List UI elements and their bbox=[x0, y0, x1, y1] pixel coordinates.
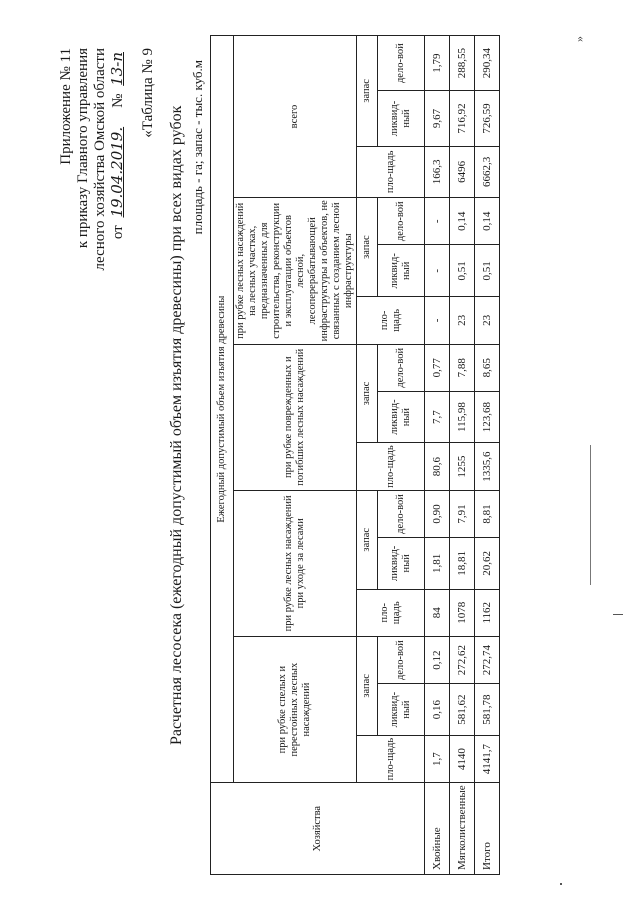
scan-artifact-speck bbox=[613, 614, 623, 615]
cell: 1335,6 bbox=[475, 443, 500, 491]
liquid-header: ликвид-ный bbox=[378, 245, 425, 297]
cell: 1162 bbox=[475, 589, 500, 636]
appendix-header bbox=[58, 48, 127, 270]
table-row-softwood-deciduous bbox=[450, 36, 475, 875]
cell: 8,65 bbox=[475, 344, 500, 391]
cell: 1,81 bbox=[425, 538, 450, 590]
stock-header: запас bbox=[357, 490, 378, 589]
header-line-1: Приложение № 11 bbox=[58, 48, 74, 165]
group-construction-header: при рубке лесных насаждений на лесных участках, предназначенных для строительства, реконструкции и эксплуатации объектов лесной, лесоперерабатывающей инфраструктуры и объектов, не связанных с созданием лесной инфраструктуры bbox=[234, 198, 357, 345]
table-row-total bbox=[475, 36, 500, 875]
cell: 0,90 bbox=[425, 490, 450, 537]
cell: 581,78 bbox=[475, 684, 500, 736]
cell: 7,88 bbox=[450, 344, 475, 391]
liquid-header: ликвид-ный bbox=[378, 91, 425, 146]
business-header: дело-вой bbox=[378, 636, 425, 684]
cell: - bbox=[425, 198, 450, 245]
cell: 726,59 bbox=[475, 91, 500, 146]
cell: - bbox=[425, 297, 450, 344]
area-header: пло-щадь bbox=[357, 146, 425, 197]
cell: 0,77 bbox=[425, 344, 450, 391]
closing-quote-mark: » bbox=[572, 36, 586, 42]
row-label: Хвойные bbox=[425, 783, 450, 875]
business-header: дело-вой bbox=[378, 36, 425, 91]
business-header: дело-вой bbox=[378, 490, 425, 537]
cell: 4141,7 bbox=[475, 735, 500, 783]
cell: 1255 bbox=[450, 443, 475, 491]
handwritten-number: 13-п bbox=[108, 52, 126, 86]
header-date-line bbox=[109, 48, 127, 270]
household-header: Хозяйства bbox=[211, 783, 425, 875]
header-line-3: лесного хозяйства Омской области bbox=[92, 48, 108, 271]
cell: 23 bbox=[475, 297, 500, 344]
liquid-header: ликвид-ный bbox=[378, 538, 425, 590]
cell: 7,7 bbox=[425, 391, 450, 443]
scan-artifact-dot bbox=[560, 883, 562, 885]
cell: 290,34 bbox=[475, 36, 500, 91]
header-line-2: к приказу Главного управления bbox=[75, 48, 91, 249]
row-label: Мягколиственные bbox=[450, 783, 475, 875]
area-header: пло-щадь bbox=[357, 443, 425, 491]
number-prefix: № bbox=[110, 93, 126, 108]
group-thinning-header: при рубке лесных насаждений при уходе за лесами bbox=[234, 490, 357, 636]
area-header: пло-щадь bbox=[357, 735, 425, 783]
area-header: пло-щадь bbox=[357, 589, 425, 636]
document-title: Расчетная лесосека (ежегодный допустимый объем изъятия древесины) при всех видах рубок bbox=[168, 105, 185, 745]
cell: 1,79 bbox=[425, 36, 450, 91]
cell: 0,14 bbox=[475, 198, 500, 245]
cell: 1,7 bbox=[425, 735, 450, 783]
liquid-header: ликвид-ный bbox=[378, 684, 425, 736]
cell: 20,62 bbox=[475, 538, 500, 590]
allowable-cut-table bbox=[210, 35, 500, 875]
scan-artifact-line bbox=[590, 445, 591, 585]
cell: 7,91 bbox=[450, 490, 475, 537]
cell: 9,67 bbox=[425, 91, 450, 146]
cell: 0,12 bbox=[425, 636, 450, 684]
cell: 1078 bbox=[450, 589, 475, 636]
business-header: дело-вой bbox=[378, 198, 425, 245]
cell: 0,51 bbox=[450, 245, 475, 297]
group-total-header: всего bbox=[234, 36, 357, 198]
date-prefix: от bbox=[110, 225, 126, 240]
stock-header: запас bbox=[357, 36, 378, 147]
cell: - bbox=[425, 245, 450, 297]
table-number-label: «Таблица № 9 bbox=[140, 48, 156, 138]
stock-header: запас bbox=[357, 636, 378, 735]
cell: 166,3 bbox=[425, 146, 450, 197]
cell: 8,81 bbox=[475, 490, 500, 537]
cell: 6662,3 bbox=[475, 146, 500, 197]
cell: 716,92 bbox=[450, 91, 475, 146]
cell: 0,16 bbox=[425, 684, 450, 736]
table-row-conifer bbox=[425, 36, 450, 875]
cell: 18,81 bbox=[450, 538, 475, 590]
handwritten-date: 19.04.2019. bbox=[108, 126, 126, 218]
cell: 272,62 bbox=[450, 636, 475, 684]
cell: 272,74 bbox=[475, 636, 500, 684]
cell: 288,55 bbox=[450, 36, 475, 91]
cell: 6496 bbox=[450, 146, 475, 197]
cell: 4140 bbox=[450, 735, 475, 783]
cell: 123,68 bbox=[475, 391, 500, 443]
cell: 581,62 bbox=[450, 684, 475, 736]
liquid-header: ликвид-ный bbox=[378, 391, 425, 443]
cell: 80,6 bbox=[425, 443, 450, 491]
cell: 23 bbox=[450, 297, 475, 344]
units-note: площадь - га; запас - тыс. куб.м bbox=[190, 60, 205, 235]
area-header: пло-щадь bbox=[357, 297, 425, 344]
group-mature-header: при рубке спелых и перестойных лесных насаждений bbox=[234, 636, 357, 783]
stock-header: запас bbox=[357, 344, 378, 443]
annual-volume-header: Ежегодный допустимый объем изъятия древесины bbox=[211, 36, 234, 783]
group-damaged-header: при рубке поврежденных и погибших лесных насаждений bbox=[234, 344, 357, 490]
business-header: дело-вой bbox=[378, 344, 425, 391]
cell: 115,98 bbox=[450, 391, 475, 443]
cell: 0,51 bbox=[475, 245, 500, 297]
cell: 0,14 bbox=[450, 198, 475, 245]
stock-header: запас bbox=[357, 198, 378, 297]
cell: 84 bbox=[425, 589, 450, 636]
row-label: Итого bbox=[475, 783, 500, 875]
